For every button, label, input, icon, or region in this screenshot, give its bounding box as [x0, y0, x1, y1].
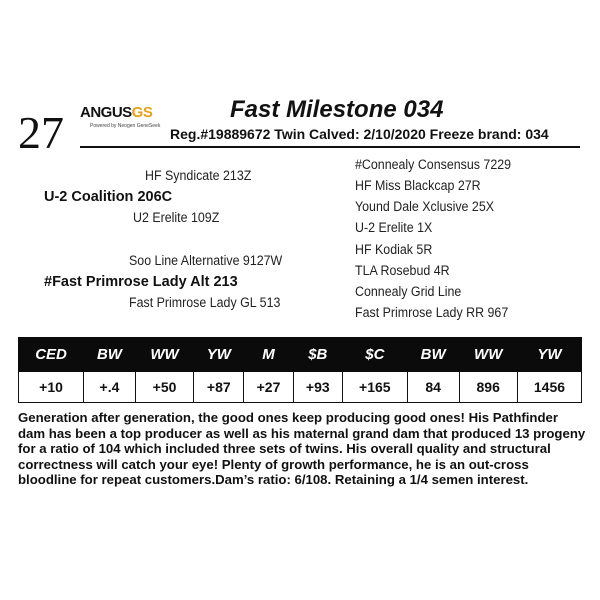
epd-value-ww: +50 — [135, 372, 193, 403]
pedigree-ancestor: Yound Dale Xclusive 25X — [355, 199, 495, 214]
epd-value-ced: +10 — [19, 372, 84, 403]
epd-header-m: M — [244, 338, 293, 372]
epd-header-c-value: $C — [342, 338, 407, 372]
epd-header-ced: CED — [19, 338, 84, 372]
pedigree-ancestor: HF Miss Blackcap 27R — [355, 178, 481, 193]
epd-value-yw: +87 — [194, 372, 244, 403]
logo-main-text: ANGUS — [80, 104, 132, 121]
pedigree-ancestor: HF Kodiak 5R — [355, 242, 433, 257]
logo-suffix-text: GS — [131, 104, 153, 121]
epd-header-actual-yw: YW — [517, 338, 581, 372]
pedigree-ancestor: TLA Rosebud 4R — [355, 263, 450, 278]
epd-value-c-value: +165 — [342, 372, 407, 403]
registration-line: Reg.#19889672 Twin Calved: 2/10/2020 Freeze brand: 034 — [170, 126, 549, 142]
epd-value-actual-yw: 1456 — [517, 372, 581, 403]
epd-value-bw: +.4 — [84, 372, 136, 403]
epd-header-row — [19, 338, 582, 372]
pedigree-sire: U-2 Coalition 206C — [44, 189, 173, 205]
pedigree-dam: #Fast Primrose Lady Alt 213 — [44, 274, 238, 290]
epd-table — [18, 337, 582, 403]
epd-value-b-value: +93 — [293, 372, 342, 403]
lot-description: Generation after generation, the good ones keep producing good ones! His Pathfinder dam has been a top producer as well as his maternal grand dam that produced 13 progeny for a ratio of 104 which included three sets of twins. His overall quality and structural correctness will catch your eye! Plenty of growth performance, he is an out-cross bloodline for repeat customers.Dam’s ratio: 6/108. Retaining a 1/4 semen interest. — [18, 410, 586, 488]
epd-value-m: +27 — [244, 372, 293, 403]
epd-value-actual-ww: 896 — [459, 372, 517, 403]
lot-number: 27 — [18, 107, 64, 158]
pedigree-ancestor: U-2 Erelite 1X — [355, 220, 433, 235]
epd-header-bw: BW — [84, 338, 136, 372]
pedigree-sire-dam: U2 Erelite 109Z — [133, 210, 220, 225]
epd-header-yw: YW — [194, 338, 244, 372]
epd-header-b-value: $B — [293, 338, 342, 372]
epd-header-actual-ww: WW — [459, 338, 517, 372]
epd-value-actual-bw: 84 — [407, 372, 459, 403]
logo-tagline: Powered by Neogen GeneSeek — [90, 123, 161, 129]
pedigree-dam-sire: Soo Line Alternative 9127W — [129, 253, 283, 268]
animal-name: Fast Milestone 034 — [230, 96, 444, 123]
epd-header-actual-bw: BW — [407, 338, 459, 372]
pedigree-sire-sire: HF Syndicate 213Z — [145, 168, 252, 183]
title-divider — [80, 146, 580, 148]
pedigree-dam-dam: Fast Primrose Lady GL 513 — [129, 295, 281, 310]
pedigree-ancestor: Connealy Grid Line — [355, 284, 462, 299]
epd-value-row — [19, 372, 582, 403]
pedigree-ancestor: #Connealy Consensus 7229 — [355, 157, 512, 172]
angus-gs-logo — [80, 104, 160, 136]
epd-header-ww: WW — [135, 338, 193, 372]
pedigree-ancestor: Fast Primrose Lady RR 967 — [355, 305, 509, 320]
